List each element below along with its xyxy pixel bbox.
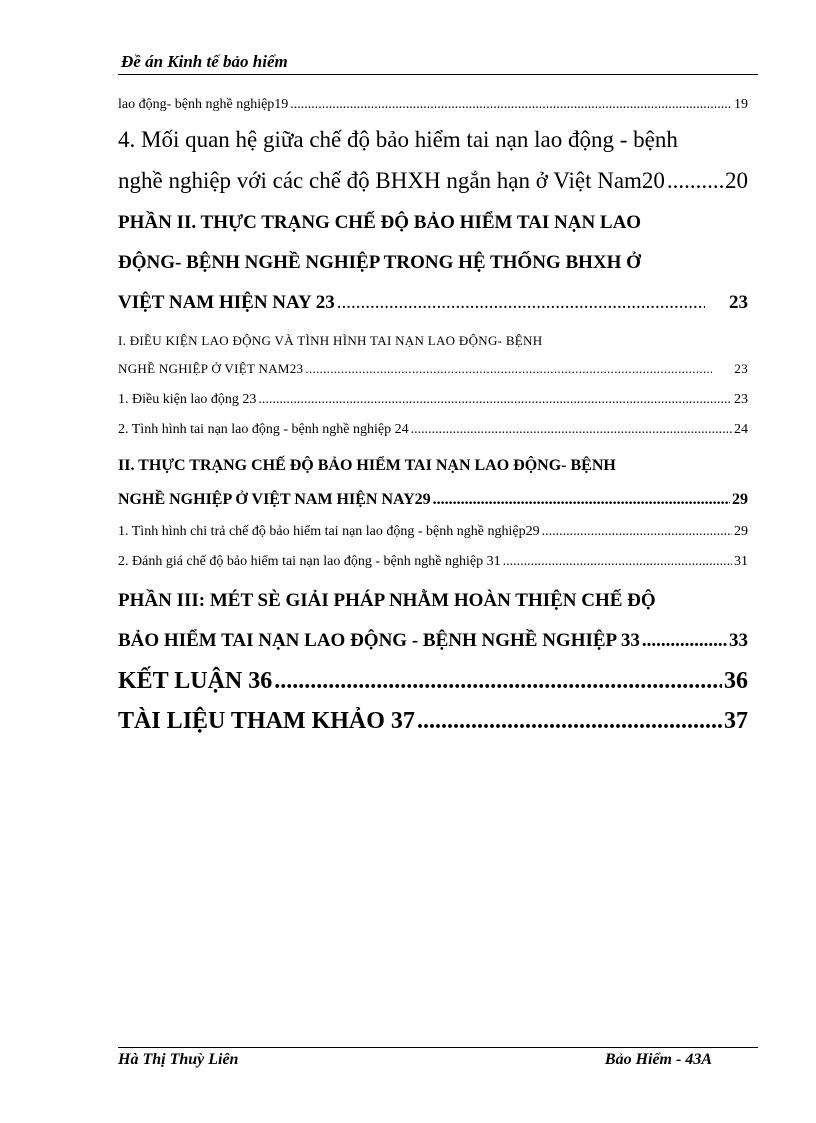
toc-leader (290, 95, 732, 115)
toc-page-number: 33 (729, 630, 748, 651)
toc-entry-label: 2. Đánh giá chế độ bảo hiểm tai nạn lao động - bệnh nghề nghiệp 31 (118, 554, 501, 569)
toc-entry[interactable] (118, 661, 748, 701)
toc-entry-label: NGHỀ NGHIỆP Ở VIỆT NAM HIỆN NAY29 (118, 491, 431, 508)
toc-leader (258, 383, 732, 417)
toc-page-number: 29 (734, 524, 748, 539)
toc-entry-label: 2. Tình hình tai nạn lao động - bệnh nghề nghiệp 24 (118, 422, 409, 437)
toc-entry[interactable] (118, 417, 748, 443)
toc-entry-label: KẾT LUẬN 36 (118, 668, 273, 694)
toc-leader (417, 701, 722, 741)
toc-entry-label: PHẦN II. THỰC TRẠNG CHẾ ĐỘ BẢO HIỂM TAI NẠN LAO (118, 212, 642, 233)
header-divider (118, 74, 758, 75)
toc-entry[interactable] (118, 203, 748, 323)
toc-entry[interactable] (118, 449, 748, 517)
toc-leader (274, 661, 722, 701)
toc-entry[interactable] (118, 517, 748, 547)
toc-entry[interactable] (118, 121, 748, 203)
table-of-contents (118, 95, 748, 741)
toc-entry-label: TÀI LIỆU THAM KHẢO 37 (118, 708, 415, 734)
toc-entry-label: NGHỀ NGHIỆP Ở VIỆT NAM23 (118, 361, 304, 376)
toc-entry[interactable] (118, 701, 748, 741)
toc-page-number: 31 (734, 554, 748, 569)
toc-entry-label: II. THỰC TRẠNG CHẾ ĐỘ BẢO HIỂM TAI NẠN LAO ĐỘNG- BỆNH (118, 457, 616, 474)
toc-entry[interactable] (118, 383, 748, 417)
toc-leader (433, 483, 730, 517)
toc-entry-label: PHẦN III: MÉT SÈ GIẢI PHÁP NHẰM HOÀN THIỆN CHẾ ĐỘ (118, 590, 656, 611)
page-header-title: Đề án Kinh tế bảo hiểm (121, 52, 288, 71)
toc-entry[interactable] (118, 95, 748, 115)
toc-page-number: 20 (725, 168, 748, 193)
toc-entry-label: lao động- bệnh nghề nghiệp19 (118, 97, 289, 112)
toc-page-number: 23 (729, 292, 748, 313)
toc-entry[interactable] (118, 547, 748, 577)
toc-page-number: 23 (734, 392, 748, 407)
toc-entry-label: 1. Điều kiện lao động 23 (118, 392, 257, 407)
toc-leader (542, 517, 732, 547)
footer-class: Bảo Hiểm - 43A (604, 1051, 712, 1068)
toc-page-number: 36 (724, 668, 748, 694)
toc-entry[interactable] (118, 327, 748, 383)
toc-entry-label: ĐỘNG- BỆNH NGHỀ NGHIỆP TRONG HỆ THỐNG BHXH Ở (118, 252, 641, 273)
toc-leader (337, 283, 705, 323)
toc-page-number: 23 (734, 361, 748, 376)
toc-page-number: 29 (732, 491, 748, 508)
toc-leader (411, 417, 732, 443)
toc-page-number: 37 (724, 708, 748, 734)
toc-leader (305, 355, 712, 383)
toc-leader (503, 547, 732, 577)
toc-entry-label: 4. Mối quan hệ giữa chế độ bảo hiểm tai nạn lao động - bệnh (118, 127, 678, 152)
toc-entry-label: BẢO HIỂM TAI NẠN LAO ĐỘNG - BỆNH NGHỀ NGHIỆP 33 (118, 630, 640, 651)
toc-page-number: 19 (734, 97, 748, 112)
toc-page-number: 24 (734, 422, 748, 437)
toc-entry-label: I. ĐIỀU KIỆN LAO ĐỘNG VÀ TÌNH HÌNH TAI NẠN LAO ĐỘNG- BỆNH (118, 333, 543, 348)
toc-entry-label: VIỆT NAM HIỆN NAY 23 (118, 292, 335, 313)
toc-leader (642, 621, 727, 661)
footer-divider (118, 1047, 758, 1048)
toc-entry[interactable] (118, 581, 748, 661)
toc-entry-label: nghề nghiệp với các chế độ BHXH ngắn hạn ở Việt Nam20 (118, 168, 665, 193)
footer-author: Hà Thị Thuỳ Liên (118, 1051, 239, 1068)
toc-entry-label: 1. Tình hình chi trả chế độ bảo hiểm tai nạn lao động - bệnh nghề nghiệp29 (118, 524, 540, 539)
toc-leader (667, 159, 723, 203)
